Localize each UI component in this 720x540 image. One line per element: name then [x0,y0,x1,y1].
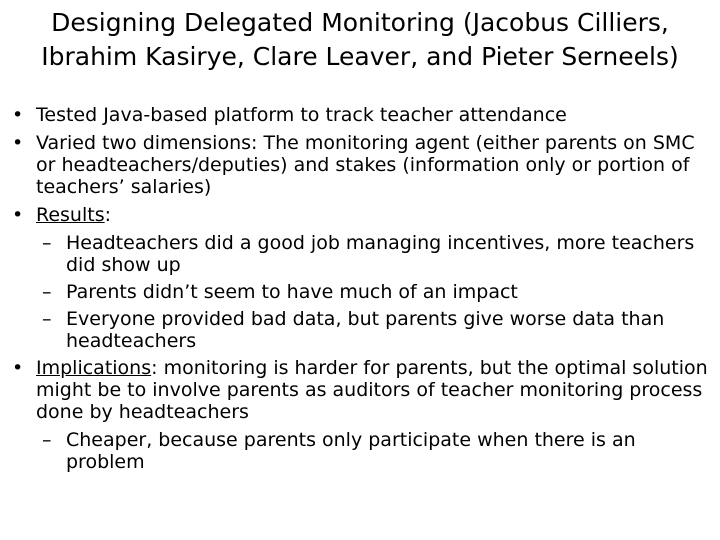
bullet-icon: • [12,204,24,226]
dash-icon: – [42,429,52,451]
bullet-icon: • [12,357,24,379]
sub-bullet-item [12,308,712,352]
bullet-item-implications [12,357,712,423]
slide-body [12,104,712,478]
bullet-item-results [12,204,712,226]
sub-bullet-text: Headteachers did a good job managing incentives, more teachers did show up [66,232,695,276]
sub-bullet-text: Cheaper, because parents only participate when there is an problem [66,429,636,473]
bullet-item [12,132,712,198]
results-label-suffix: : [104,204,112,226]
sub-bullet-text: Everyone provided bad data, but parents give worse data than headteachers [66,308,665,352]
bullet-icon: • [12,104,24,126]
bullet-text: Tested Java-based platform to track teacher attendance [36,104,567,126]
slide-title: Designing Delegated Monitoring (Jacobus Cilliers, Ibrahim Kasirye, Clare Leaver, and Pieter Serneels) [41,8,679,71]
results-label: Results [36,204,105,226]
sub-bullet-item [12,281,712,303]
dash-icon: – [42,281,52,303]
dash-icon: – [42,308,52,330]
bullet-item [12,104,712,126]
bullet-text: Varied two dimensions: The monitoring agent (either parents on SMC or headteachers/deputies) and stakes (information only or portion of teachers’ salaries) [36,132,695,198]
sub-bullet-item [12,232,712,276]
sub-bullet-text: Parents didn’t seem to have much of an impact [66,281,518,303]
bullet-icon: • [12,132,24,154]
sub-bullet-item [12,429,712,473]
implications-text: : monitoring is harder for parents, but the optimal solution might be to involve parents as auditors of teacher monitoring process done by headteachers [36,357,708,423]
dash-icon: – [42,232,52,254]
implications-label: Implications [36,357,152,379]
